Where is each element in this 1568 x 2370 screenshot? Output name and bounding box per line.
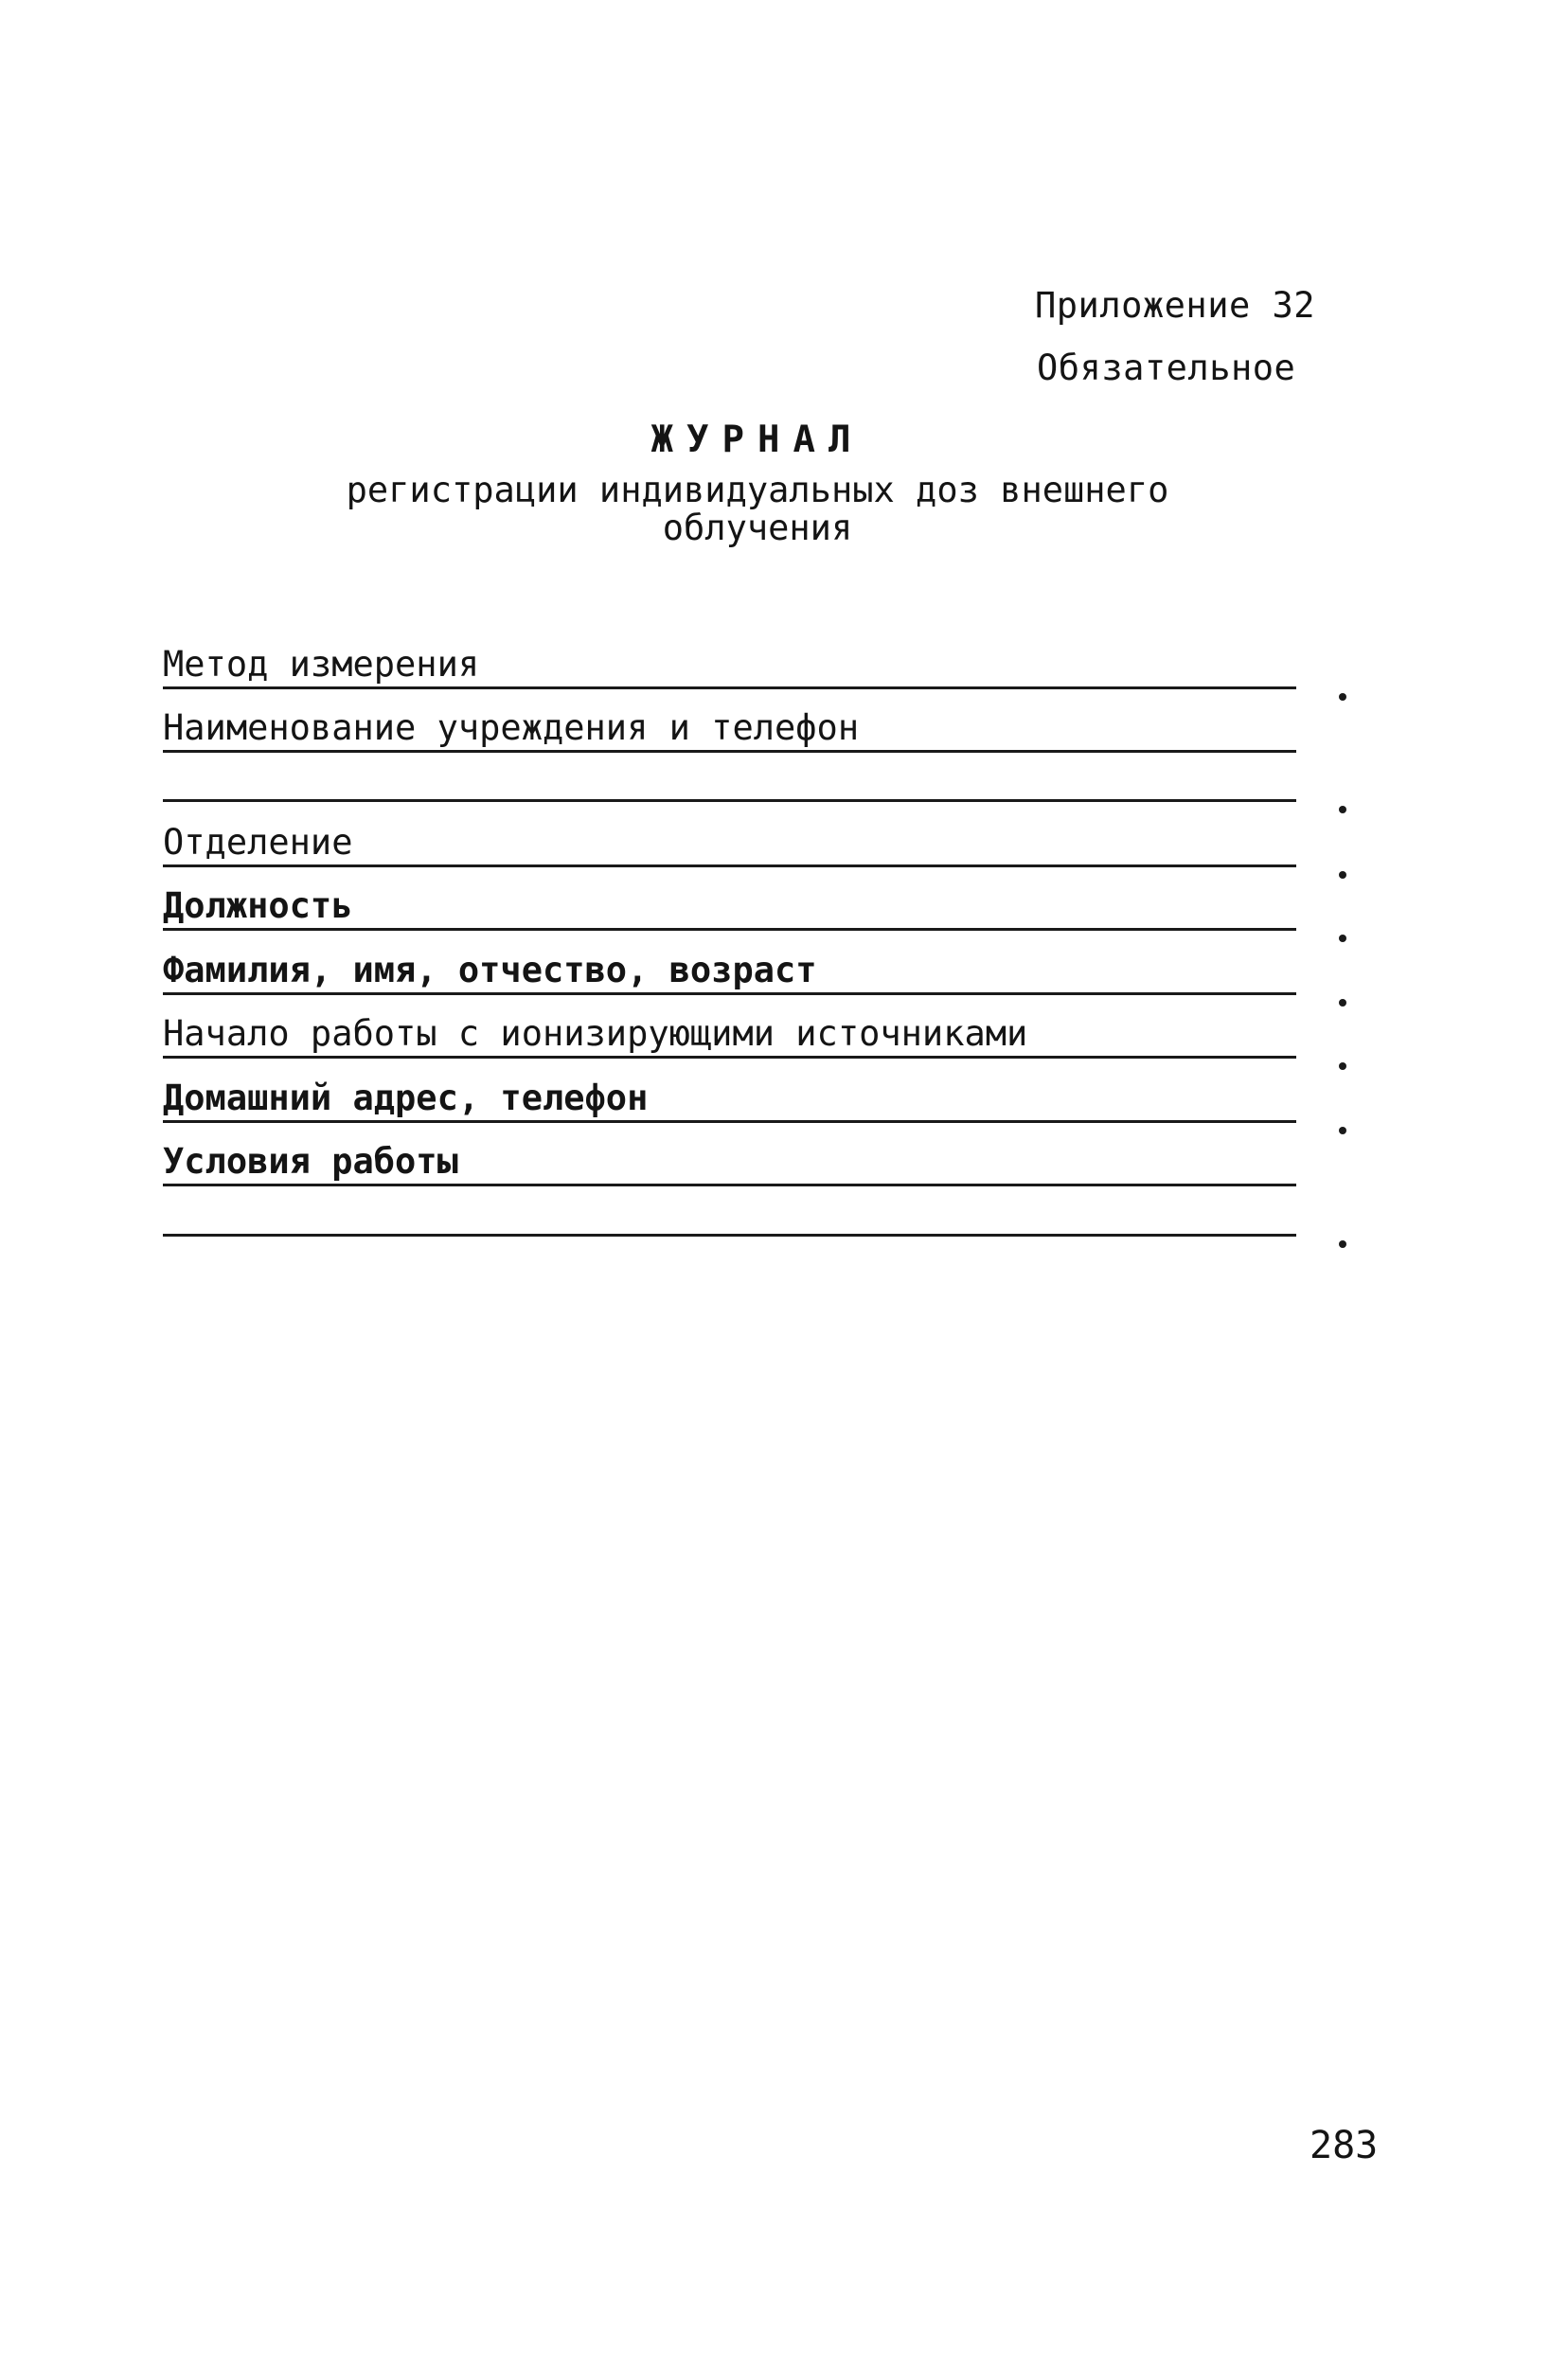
journal-subtitle-line2: облучения	[662, 508, 853, 548]
end-dot	[1339, 1062, 1346, 1070]
page-number: 283	[1310, 2124, 1379, 2167]
fill-line[interactable]	[163, 1234, 1296, 1237]
form-row-working-conditions	[163, 1137, 1346, 1190]
journal-title: ЖУРНАЛ	[650, 419, 864, 461]
field-label-department: Отделение	[163, 822, 371, 864]
fill-line[interactable]	[163, 1056, 1296, 1059]
field-label-measurement-method: Метод измерения	[163, 644, 498, 686]
field-label-position: Должность	[163, 885, 371, 927]
form-row-full-name-age	[163, 946, 1346, 999]
form-row-work-start	[163, 1009, 1346, 1062]
fill-line[interactable]	[163, 1120, 1296, 1123]
end-dot	[1339, 693, 1346, 701]
form-row-measurement-method	[163, 640, 1346, 693]
appendix-number: Приложение 32	[1035, 285, 1316, 326]
journal-subtitle-line1: регистрации индивидуальных доз внешнего	[346, 470, 1169, 510]
fill-line[interactable]	[163, 799, 1296, 802]
fill-line[interactable]	[163, 1184, 1296, 1186]
field-label-institution-phone: Наименование учреждения и телефон	[163, 707, 878, 749]
end-dot	[1339, 935, 1346, 942]
fill-line[interactable]	[163, 992, 1296, 995]
fill-line[interactable]	[163, 928, 1296, 931]
end-dot	[1339, 806, 1346, 813]
fill-line[interactable]	[163, 864, 1296, 867]
end-dot	[1339, 1240, 1346, 1248]
form-row-department	[163, 818, 1346, 871]
end-dot	[1339, 1127, 1346, 1134]
appendix-status: Обязательное	[1037, 347, 1296, 388]
form-row-working-conditions-continued	[163, 1187, 1346, 1240]
end-dot	[1339, 999, 1346, 1007]
field-label-working-conditions: Условия работы	[163, 1141, 477, 1183]
fill-line[interactable]	[163, 686, 1296, 689]
end-dot	[1339, 871, 1346, 879]
form-row-institution-phone-continued	[163, 753, 1346, 806]
field-label-full-name-age: Фамилия, имя, отчество, возраст	[163, 950, 836, 991]
form-row-home-address-phone	[163, 1074, 1346, 1127]
form-row-position	[163, 882, 1346, 935]
field-label-work-start: Начало работы с ионизирующими источниками	[163, 1013, 1046, 1055]
field-label-home-address-phone: Домашний адрес, телефон	[163, 1078, 667, 1119]
form-row-institution-phone	[163, 704, 1346, 757]
